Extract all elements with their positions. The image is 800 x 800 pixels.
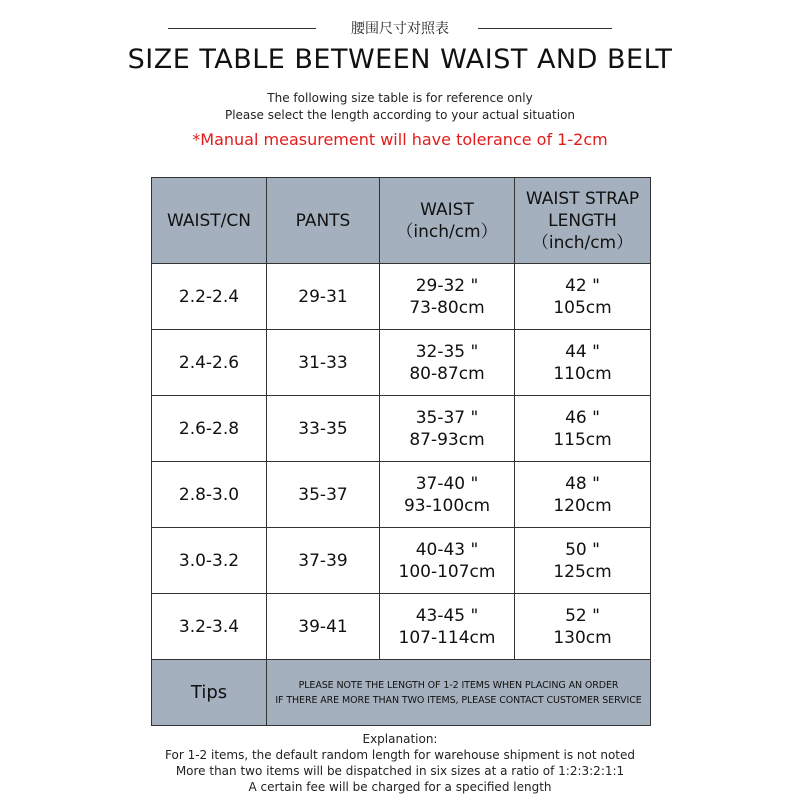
header-waist-cn: WAIST/CN xyxy=(152,178,267,264)
cell-waist-cn: 2.4-2.6 xyxy=(152,330,267,396)
table-row xyxy=(152,396,651,462)
cell-waist-cn: 2.8-3.0 xyxy=(152,462,267,528)
cell-strap-length xyxy=(515,462,651,528)
cell-waist-waist-cm: 93-100cm xyxy=(403,495,491,516)
top-heading xyxy=(0,14,800,38)
cell-pants: 39-41 xyxy=(267,594,380,660)
header-pants: PANTS xyxy=(267,178,380,264)
table-header-row xyxy=(152,178,651,264)
table-body xyxy=(152,264,651,726)
tips-label: Tips xyxy=(152,660,267,726)
cell-waist-waist-cm: 87-93cm xyxy=(409,429,485,450)
cell-waist xyxy=(380,396,515,462)
explanation-title: Explanation: xyxy=(362,732,438,746)
cell-waist-waist-cm: 73-80cm xyxy=(409,297,485,318)
cell-strap-length-strap-cm: 125cm xyxy=(553,561,612,582)
table-row xyxy=(152,264,651,330)
cell-pants: 29-31 xyxy=(267,264,380,330)
cell-waist-cn: 2.2-2.4 xyxy=(152,264,267,330)
cell-waist xyxy=(380,594,515,660)
cell-waist-cn: 3.2-3.4 xyxy=(152,594,267,660)
cell-strap-length xyxy=(515,528,651,594)
tips-note-line-2: IF THERE ARE MORE THAN TWO ITEMS, PLEASE CONTACT CUSTOMER SERVICE xyxy=(275,694,642,706)
cell-waist-waist-inch: 29-32 " xyxy=(415,275,479,296)
tips-note xyxy=(267,660,651,726)
header-strap-line-1: WAIST STRAP xyxy=(525,188,640,209)
page-title: SIZE TABLE BETWEEN WAIST AND BELT xyxy=(127,44,673,75)
cell-waist-cn: 3.0-3.2 xyxy=(152,528,267,594)
cell-waist-waist-cm: 107-114cm xyxy=(398,627,496,648)
cell-strap-length-strap-inch: 46 " xyxy=(565,407,600,428)
cell-strap-length xyxy=(515,264,651,330)
cell-waist xyxy=(380,330,515,396)
cell-waist xyxy=(380,264,515,330)
table-row xyxy=(152,462,651,528)
intro-text xyxy=(0,90,800,124)
header-strap-line-2: LENGTH xyxy=(548,210,617,231)
cell-strap-length-strap-cm: 130cm xyxy=(553,627,612,648)
cell-waist-waist-cm: 100-107cm xyxy=(398,561,496,582)
header-strap-line-3: （inch/cm） xyxy=(531,232,634,253)
table-row xyxy=(152,528,651,594)
cell-strap-length xyxy=(515,594,651,660)
cell-pants: 35-37 xyxy=(267,462,380,528)
cell-strap-length-strap-inch: 44 " xyxy=(565,341,600,362)
cell-pants: 33-35 xyxy=(267,396,380,462)
cell-waist-waist-cm: 80-87cm xyxy=(409,363,485,384)
explanation-line-3: A certain fee will be charged for a specified length xyxy=(248,780,552,794)
header-waist-line-2: （inch/cm） xyxy=(396,221,498,242)
tolerance-warning: *Manual measurement will have tolerance of 1-2cm xyxy=(192,130,608,149)
cell-waist-waist-inch: 37-40 " xyxy=(415,473,479,494)
tips-row xyxy=(152,660,651,726)
table-row xyxy=(152,330,651,396)
explanation xyxy=(0,731,800,795)
intro-line-2: Please select the length according to your actual situation xyxy=(224,108,576,122)
cell-pants: 37-39 xyxy=(267,528,380,594)
explanation-line-1: For 1-2 items, the default random length for warehouse shipment is not noted xyxy=(165,748,635,762)
cell-strap-length-strap-cm: 115cm xyxy=(553,429,612,450)
cell-strap-length-strap-cm: 120cm xyxy=(553,495,612,516)
cell-pants: 31-33 xyxy=(267,330,380,396)
cell-waist xyxy=(380,462,515,528)
cell-waist-waist-inch: 40-43 " xyxy=(415,539,479,560)
explanation-line-2: More than two items will be dispatched in six sizes at a ratio of 1:2:3:2:1:1 xyxy=(175,764,625,778)
cell-strap-length-strap-inch: 42 " xyxy=(565,275,600,296)
cell-strap-length-strap-cm: 110cm xyxy=(553,363,612,384)
header-strap-length xyxy=(515,178,651,264)
header-waist xyxy=(380,178,515,264)
cell-strap-length-strap-inch: 52 " xyxy=(565,605,600,626)
header-waist-line-1: WAIST xyxy=(420,199,474,220)
heading-divider-right xyxy=(478,28,612,29)
cell-waist-waist-inch: 43-45 " xyxy=(415,605,479,626)
size-table xyxy=(151,177,651,726)
cell-waist-cn: 2.6-2.8 xyxy=(152,396,267,462)
cell-strap-length-strap-inch: 50 " xyxy=(565,539,600,560)
cell-waist xyxy=(380,528,515,594)
cell-strap-length xyxy=(515,396,651,462)
cell-strap-length xyxy=(515,330,651,396)
cell-waist-waist-inch: 35-37 " xyxy=(415,407,479,428)
table-row xyxy=(152,594,651,660)
intro-line-1: The following size table is for reference only xyxy=(267,91,533,105)
cell-strap-length-strap-inch: 48 " xyxy=(565,473,600,494)
cell-waist-waist-inch: 32-35 " xyxy=(415,341,479,362)
chinese-title: 腰围尺寸对照表 xyxy=(351,21,449,37)
cell-strap-length-strap-cm: 105cm xyxy=(553,297,612,318)
tips-note-line-1: PLEASE NOTE THE LENGTH OF 1-2 ITEMS WHEN PLACING AN ORDER xyxy=(298,679,619,691)
